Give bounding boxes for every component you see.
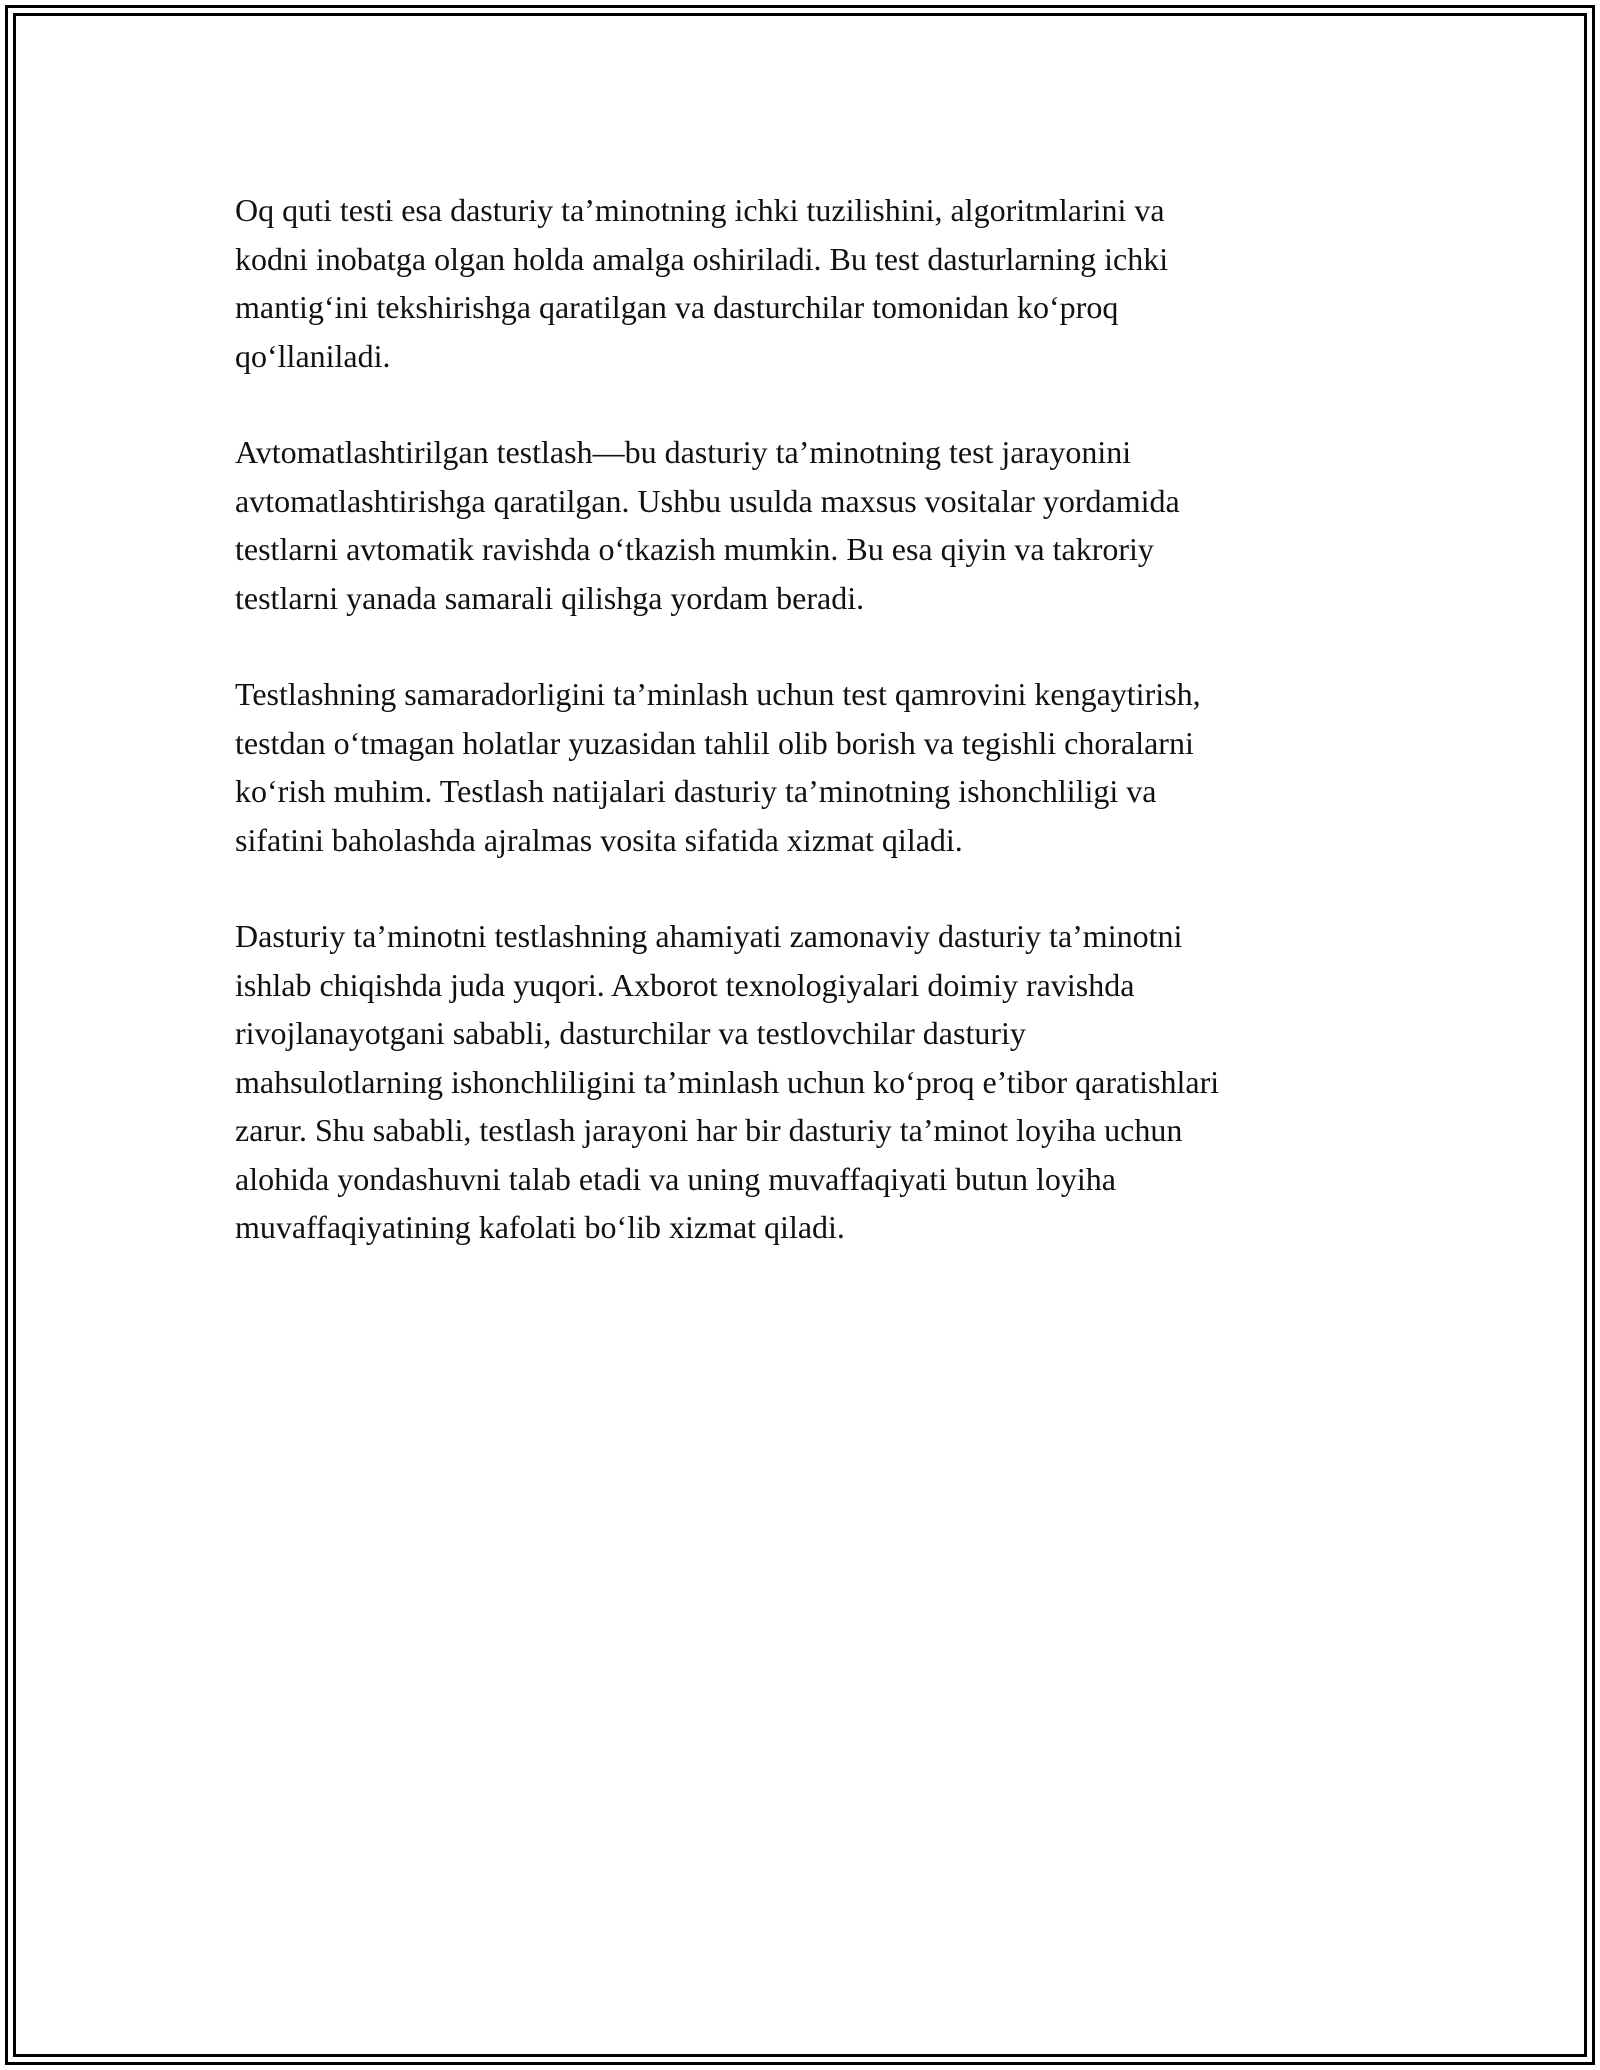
paragraph-white-box-testing [235,186,1375,380]
document-body [235,186,1375,1300]
text-line: Testlashning samaradorligini ta’minlash uchun test qamrovini kengaytirish, [235,676,1201,712]
text-line: avtomatlashtirishga qaratilgan. Ushbu usulda maxsus vositalar yordamida [235,482,1180,519]
text-line: testdan o‘tmagan holatlar yuzasidan tahlil olib borish va tegishli choralarni [235,724,1194,761]
text-line: mantig‘ini tekshirishga qaratilgan va dasturchilar tomonidan ko‘proq [235,289,1119,325]
text-line: testlarni avtomatik ravishda o‘tkazish mumkin. Bu esa qiyin va takroriy [235,531,1154,567]
text-line: rivojlanayotgani sababli, dasturchilar va testlovchilar dasturiy [235,1015,1026,1051]
paragraph-automated-testing [235,428,1375,622]
text-line: testlarni yanada samarali qilishga yordam beradi. [235,579,865,616]
text-line: qo‘llaniladi. [235,337,391,374]
text-line: ishlab chiqishda juda yuqori. Axborot texnologiyalari doimiy ravishda [235,966,1135,1003]
text-line: kodni inobatga olgan holda amalga oshiriladi. Bu test dasturlarning ichki [235,240,1169,277]
text-line: ko‘rish muhim. Testlash natijalari dasturiy ta’minotning ishonchliligi va [235,773,1157,809]
paragraph-testing-effectiveness [235,670,1375,864]
text-line: Dasturiy ta’minotni testlashning ahamiyati zamonaviy dasturiy ta’minotni [235,918,1183,954]
text-line: Oq quti testi esa dasturiy ta’minotning ichki tuzilishini, algoritmlarini va [235,192,1165,228]
text-line: zarur. Shu sababli, testlash jarayoni har bir dasturiy ta’minot loyiha uchun [235,1112,1183,1148]
paragraph-testing-importance [235,912,1375,1252]
text-line: muvaffaqiyatining kafolati bo‘lib xizmat qiladi. [235,1209,845,1245]
text-line: alohida yondashuvni talab etadi va uning muvaffaqiyati butun loyiha [235,1160,1116,1197]
text-line: sifatini baholashda ajralmas vosita sifatida xizmat qiladi. [235,821,963,858]
text-line: mahsulotlarning ishonchliligini ta’minlash uchun ko‘proq e’tibor qaratishlari [235,1063,1220,1100]
text-line: Avtomatlashtirilgan testlash—bu dasturiy ta’minotning test jarayonini [235,434,1132,470]
